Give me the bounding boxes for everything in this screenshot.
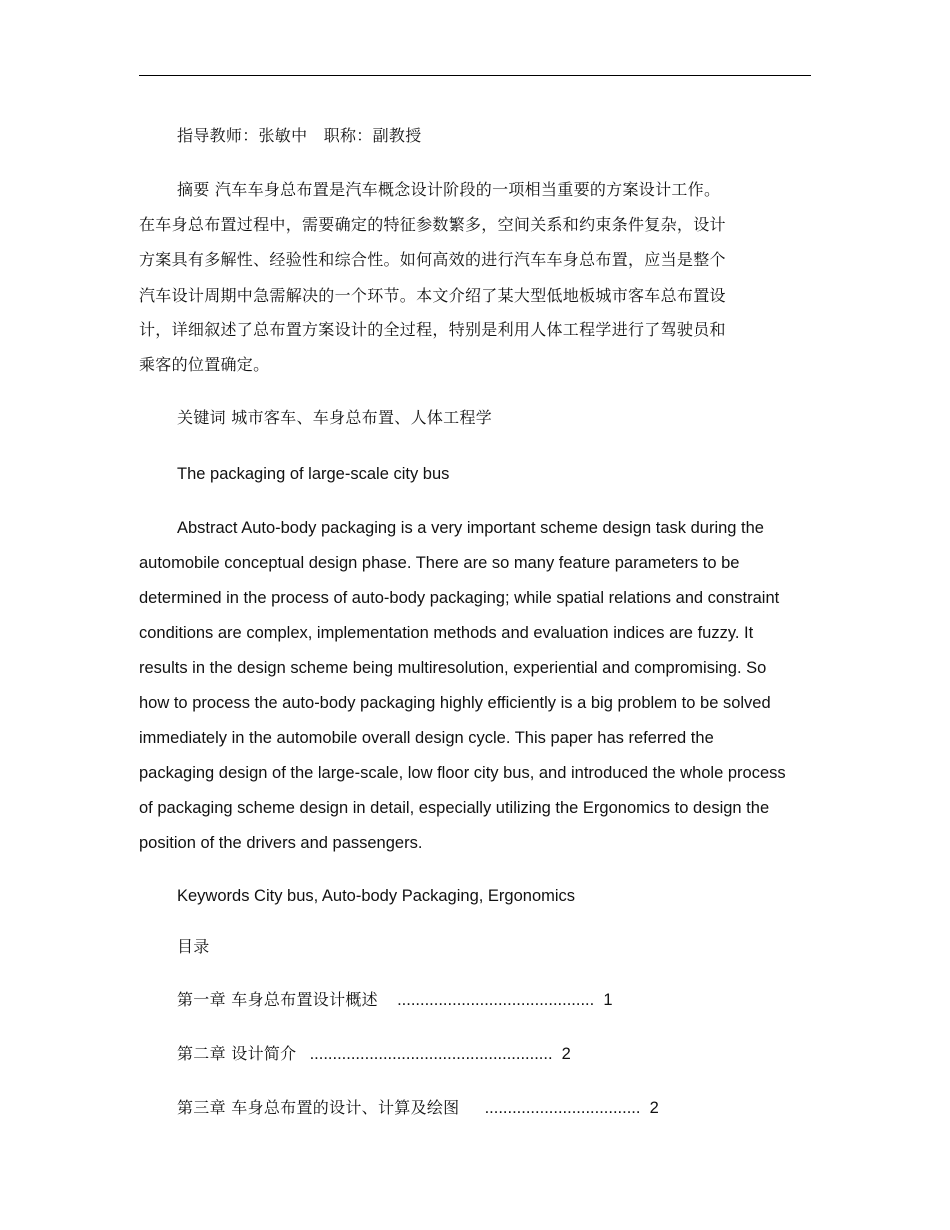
abstract-zh-line: 摘要 汽车车身总布置是汽车概念设计阶段的一项相当重要的方案设计工作。 xyxy=(177,180,721,199)
toc-entry-page: 1 xyxy=(603,991,613,1009)
toc-entry[interactable] xyxy=(177,1098,659,1118)
toc-entry-title: 第二章 设计简介 xyxy=(177,1044,297,1063)
toc-heading: 目录 xyxy=(177,937,210,956)
abstract-en-line: determined in the process of auto-body packaging; while spatial relations and constraint xyxy=(139,589,780,607)
abstract-zh-line: 乘客的位置确定。 xyxy=(139,355,270,374)
toc-entry-leader: .................................. xyxy=(484,1099,641,1117)
toc-entry[interactable] xyxy=(177,990,613,1010)
abstract-en-line: packaging design of the large-scale, low floor city bus, and introduced the whole process xyxy=(139,764,786,782)
english-title: The packaging of large-scale city bus xyxy=(177,465,450,483)
toc-entry-leader: ..................................................... xyxy=(309,1045,553,1063)
toc-entry-page: 2 xyxy=(561,1045,571,1063)
toc-entry-leader: ........................................... xyxy=(397,991,595,1009)
abstract-zh-line: 汽车设计周期中急需解决的一个环节。本文介绍了某大型低地板城市客车总布置设 xyxy=(139,286,726,305)
toc-entry-page: 2 xyxy=(649,1099,659,1117)
abstract-zh-line: 方案具有多解性、经验性和综合性。如何高效的进行汽车车身总布置，应当是整个 xyxy=(139,250,726,269)
abstract-en-line: Abstract Auto-body packaging is a very important scheme design task during the xyxy=(177,519,764,537)
header-rule xyxy=(139,75,811,76)
toc-entry-title: 第一章 车身总布置设计概述 xyxy=(177,990,378,1009)
advisor-line: 指导教师：张敏中 职称：副教授 xyxy=(177,126,422,145)
abstract-en-line: how to process the auto-body packaging highly efficiently is a big problem to be solved xyxy=(139,694,771,712)
abstract-en-line: position of the drivers and passengers. xyxy=(139,834,423,852)
toc-entry[interactable] xyxy=(177,1044,571,1064)
english-abstract xyxy=(139,517,829,867)
abstract-en-line: automobile conceptual design phase. There are so many feature parameters to be xyxy=(139,554,740,572)
toc-entry-title: 第三章 车身总布置的设计、计算及绘图 xyxy=(177,1098,460,1117)
abstract-en-line: conditions are complex, implementation methods and evaluation indices are fuzzy. It xyxy=(139,624,754,642)
abstract-en-line: results in the design scheme being multiresolution, experiential and compromising. So xyxy=(139,659,767,677)
abstract-zh-line: 计，详细叙述了总布置方案设计的全过程，特别是利用人体工程学进行了驾驶员和 xyxy=(139,320,726,339)
keywords-en: Keywords City bus, Auto-body Packaging, Ergonomics xyxy=(177,887,576,905)
abstract-en-line: immediately in the automobile overall design cycle. This paper has referred the xyxy=(139,729,714,747)
abstract-zh-line: 在车身总布置过程中，需要确定的特征参数繁多，空间关系和约束条件复杂，设计 xyxy=(139,215,726,234)
abstract-en-line: of packaging scheme design in detail, especially utilizing the Ergonomics to design the xyxy=(139,799,770,817)
keywords-zh: 关键词 城市客车、车身总布置、人体工程学 xyxy=(177,408,493,427)
